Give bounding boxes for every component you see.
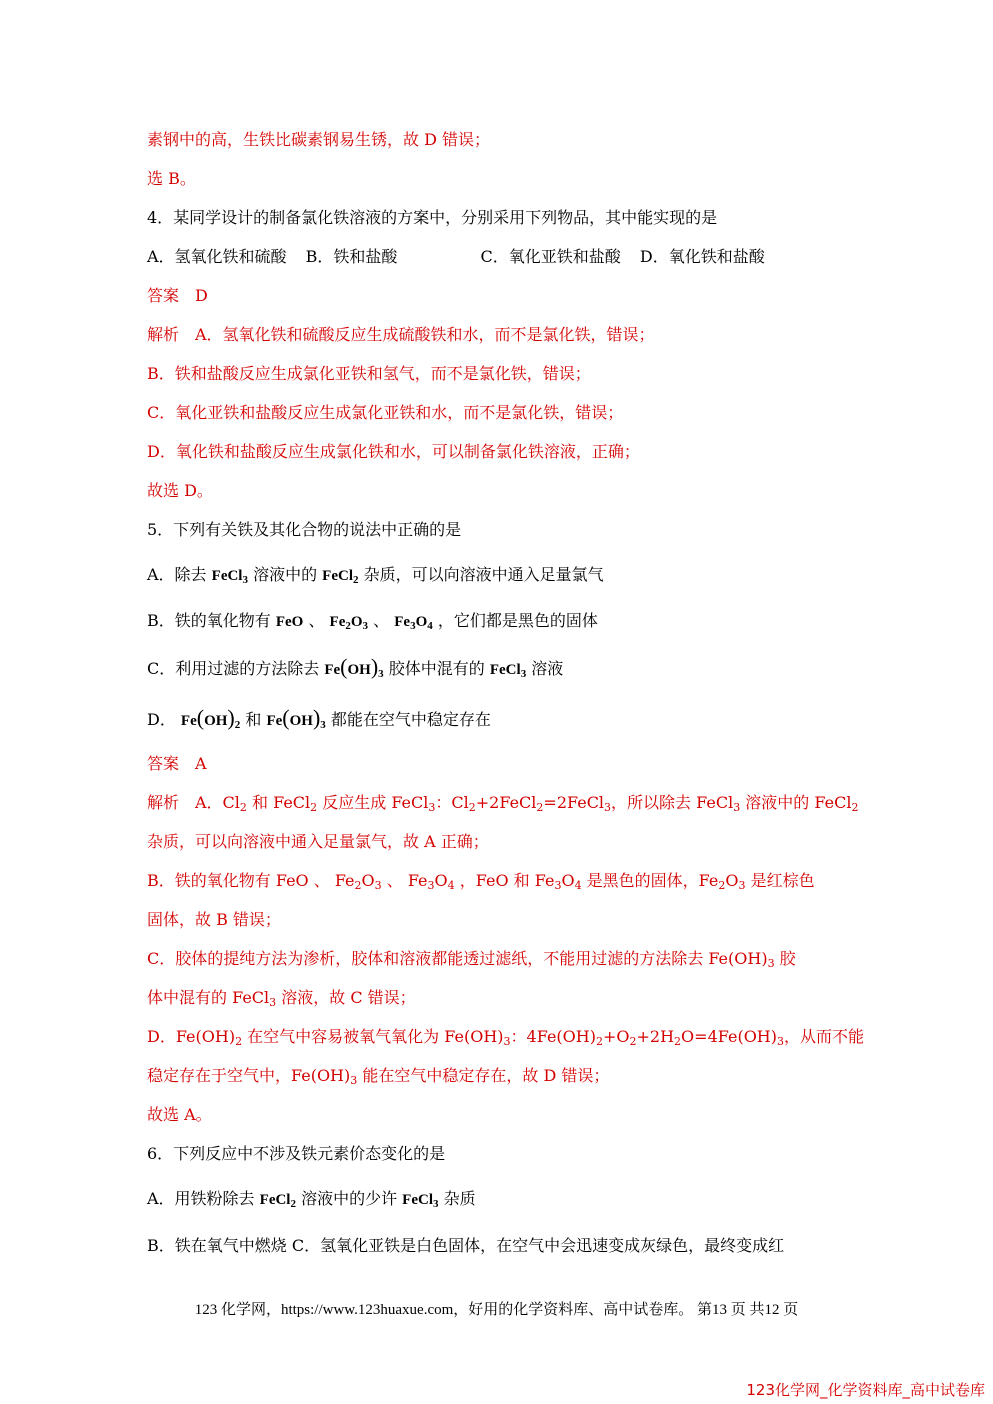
explanation-line: C．氧化亚铁和盐酸反应生成氯化亚铁和水，而不是氯化铁，错误；: [147, 403, 624, 422]
selection: 故选 A。: [147, 1105, 212, 1124]
explanation-line: B．铁的氧化物有 FeO 、 $Fe_2O_3$ 、 $Fe_3O_4$ ，FeO 和 $Fe_3O_4$ 是黑色的固体，$Fe_2O_3$ 是红棕色: [147, 871, 815, 892]
question-5-option-a: A．除去 FeCl$_3$ 溶液中的 FeCl$_2$ 杂质，可以向溶液中通入足量氯气: [147, 565, 604, 586]
answer: 答案 A: [147, 754, 207, 773]
explanation-line: 体中混有的 FeCl$_3$ 溶液，故 C 错误；: [147, 988, 416, 1009]
option-c: C．氧化亚铁和盐酸: [480, 247, 621, 266]
explanation-line: B．铁和盐酸反应生成氯化亚铁和氢气，而不是氯化铁，错误；: [147, 364, 591, 383]
watermark: 123化学网_化学资料库_高中试卷库: [746, 1381, 985, 1399]
explanation-line: 杂质，可以向溶液中通入足量氯气，故 A 正确；: [147, 832, 489, 851]
explanation-line: 稳定存在于空气中，$Fe(OH)_3$ 能在空气中稳定存在，故 D 错误；: [147, 1066, 610, 1087]
explanation-line: 解析 A．$Cl_2$ 和 FeCl$_2$ 反应生成 FeCl$_3$：$Cl_2+2FeCl_2=2FeCl_3$，所以除去 FeCl$_3$ 溶液中的 FeCl$_2$: [147, 793, 859, 814]
question-5: 5．下列有关铁及其化合物的说法中正确的是: [147, 520, 462, 539]
selection: 故选 D。: [147, 481, 213, 500]
explanation-line: 解析 A．氢氧化铁和硫酸反应生成硫酸铁和水，而不是氯化铁，错误；: [147, 325, 655, 344]
answer: 答案 D: [147, 286, 208, 305]
explanation-line: D．$Fe(OH)_2$ 在空气中容易被氧气氧化为 $Fe(OH)_3$：$4Fe(OH)_2+O_2+2H_2O=4Fe(OH)_3$，从而不能: [147, 1027, 865, 1048]
question-6-option-b: B．铁在氧气中燃烧 C．氢氧化亚铁是白色固体，在空气中会迅速变成灰绿色，最终变成红: [147, 1236, 785, 1255]
text-line: 选 B。: [147, 169, 196, 188]
question-5-option-d: D． $Fe(OH)_2$ 和 $Fe(OH)_3$ 都能在空气中稳定存在: [147, 705, 491, 731]
option-d: D．氧化铁和盐酸: [639, 247, 765, 266]
option-a: A．氢氧化铁和硫酸: [147, 247, 287, 266]
explanation-line: 固体，故 B 错误；: [147, 910, 281, 929]
option-b: B．铁和盐酸: [305, 247, 398, 266]
question-4: 4．某同学设计的制备氯化铁溶液的方案中，分别采用下列物品，其中能实现的是: [147, 208, 718, 227]
page-footer: 123 化学网，https://www.123huaxue.com，好用的化学资料库、高中试卷库。 第13 页 共12 页: [194, 1302, 799, 1318]
question-5-option-b: B．铁的氧化物有 FeO 、 $Fe_2O_3$ 、 $Fe_3O_4$ ，它们都是黑色的固体: [147, 611, 598, 632]
explanation-line: D．氧化铁和盐酸反应生成氯化铁和水，可以制备氯化铁溶液，正确；: [147, 442, 640, 461]
explanation-line: C．胶体的提纯方法为渗析，胶体和溶液都能透过滤纸，不能用过滤的方法除去 $Fe(OH)_3$ 胶: [147, 949, 796, 970]
question-5-option-c: C．利用过滤的方法除去 $Fe(OH)_3$ 胶体中混有的 FeCl$_3$ 溶液: [147, 654, 564, 680]
question-6: 6．下列反应中不涉及铁元素价态变化的是: [147, 1144, 446, 1163]
question-6-option-a: A．用铁粉除去 FeCl$_2$ 溶液中的少许 FeCl$_3$ 杂质: [147, 1189, 476, 1210]
question-4-options: [147, 247, 765, 267]
text-line: 素钢中的高，生铁比碳素钢易生锈，故 D 错误；: [147, 130, 491, 149]
